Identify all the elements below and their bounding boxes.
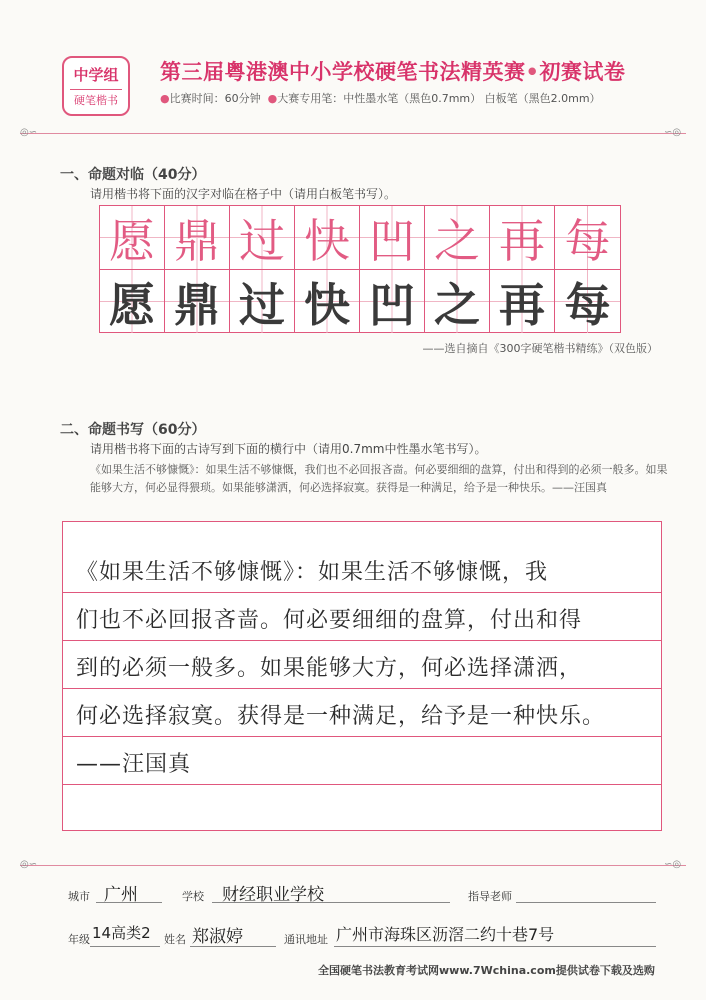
model-cell — [100, 206, 165, 269]
section1-title: 一、命题对临（40分） — [60, 167, 206, 183]
title-separator: • — [525, 60, 540, 84]
bullet-icon: ● — [160, 92, 170, 105]
scroll-ornament-icon: ∽◎ — [664, 859, 682, 870]
writing-line: 何必选择寂寞。获得是一种满足，给予是一种快乐。 — [62, 689, 662, 737]
title-main: 第三届粤港澳中小学校硬笔书法精英赛 — [160, 60, 526, 84]
copy-cell — [490, 270, 555, 333]
copied-char: 鼎 — [174, 277, 220, 332]
name-label: 姓名 — [164, 933, 186, 946]
scroll-ornament-icon: ◎∽ — [20, 127, 38, 138]
model-char: 凹 — [369, 213, 415, 268]
exam-time: 比赛时间：60分钟 — [169, 92, 261, 105]
model-cell — [230, 206, 295, 269]
copy-cell — [165, 270, 230, 333]
model-cell — [165, 206, 230, 269]
model-cell — [425, 206, 490, 269]
copied-char: 之 — [434, 277, 480, 332]
writing-line: 到的必须一般多。如果能够大方，何必选择潇洒， — [62, 641, 662, 689]
page-title — [160, 56, 625, 86]
school-label: 学校 — [182, 890, 204, 903]
model-cell — [555, 206, 620, 269]
poem-text: 《如果生活不够慷慨》：如果生活不够慷慨，我们也不必回报吝啬。何必要细细的盘算，付出和得到的必须一般多。如果能够大方，何必显得猥琐。如果能够潇洒，何必选择寂寞。获得是一种满足，给予是一种快乐。——汪国真 — [90, 463, 668, 494]
model-cell — [295, 206, 360, 269]
model-char: 快 — [304, 213, 350, 268]
school-underline — [212, 902, 450, 903]
name-underline — [190, 946, 276, 947]
city-label: 城市 — [68, 890, 90, 903]
model-cell — [360, 206, 425, 269]
scroll-ornament-icon: ∽◎ — [664, 127, 682, 138]
section2-title: 二、命题书写（60分） — [60, 422, 206, 438]
model-char: 鼎 — [174, 213, 220, 268]
model-cell — [490, 206, 555, 269]
copy-cell — [295, 270, 360, 333]
footer-divider — [20, 865, 686, 866]
badge-group: 中学组 — [73, 65, 119, 84]
address-label: 通讯地址 — [284, 933, 328, 946]
bullet-icon: ● — [267, 92, 278, 105]
model-char: 过 — [239, 213, 285, 268]
model-char: 之 — [434, 213, 480, 268]
model-char: 再 — [499, 213, 545, 268]
writing-line: ——汪国真 — [62, 737, 662, 785]
grade-value[interactable]: 14高类2 — [92, 924, 151, 942]
scroll-ornament-icon: ◎∽ — [20, 859, 38, 870]
writing-line — [62, 785, 662, 833]
copied-char: 过 — [239, 277, 285, 332]
city-underline — [96, 902, 162, 903]
badge-category: 硬笔楷书 — [74, 93, 118, 107]
teacher-underline — [516, 902, 656, 903]
group-badge — [62, 56, 130, 116]
grade-label: 年级 — [68, 933, 90, 946]
model-char: 每 — [564, 213, 611, 268]
copied-char: 凹 — [369, 277, 415, 332]
writing-line: 《如果生活不够慷慨》：如果生活不够慷慨，我 — [62, 545, 662, 593]
writing-line: 们也不必回报吝啬。何必要细细的盘算，付出和得 — [62, 593, 662, 641]
website-note: 全国硬笔书法教育考试网www.7Wchina.com提供试卷下载及选购 — [318, 964, 655, 977]
copy-cell — [100, 270, 165, 333]
copied-char: 快 — [304, 277, 350, 332]
model-char: 愿 — [109, 213, 155, 268]
copied-char: 再 — [499, 277, 545, 332]
address-value[interactable]: 广州市海珠区沥滘二约十巷7号 — [336, 925, 555, 944]
section2-instruction: 请用楷书将下面的古诗写到下面的横行中（请用0.7mm中性墨水笔书写）。 — [90, 442, 487, 456]
section1-instruction: 请用楷书将下面的汉字对临在格子中（请用白板笔书写）。 — [90, 187, 397, 201]
source-citation: ——选自摘自《300字硬笔楷书精练》（双色版） — [422, 342, 658, 355]
copied-char: 每 — [564, 277, 611, 332]
copy-row — [100, 269, 620, 332]
exam-info — [160, 90, 601, 106]
title-sub: 初赛试卷 — [539, 60, 626, 84]
address-underline — [334, 946, 656, 947]
badge-divider — [70, 89, 122, 90]
header-divider — [20, 133, 686, 134]
copy-cell — [555, 270, 620, 333]
copy-grid — [99, 205, 621, 333]
copied-char: 愿 — [109, 277, 155, 332]
grade-underline — [90, 946, 160, 947]
name-value[interactable]: 郑淑婷 — [192, 927, 243, 947]
city-value[interactable]: 广州 — [104, 885, 138, 905]
model-row — [100, 206, 620, 269]
school-value[interactable]: 财经职业学校 — [222, 885, 324, 905]
copy-cell — [425, 270, 490, 333]
teacher-label: 指导老师 — [468, 890, 512, 903]
copy-cell — [230, 270, 295, 333]
exam-pens: 大赛专用笔：中性墨水笔（黑色0.7mm） 白板笔（黑色2.0mm） — [277, 92, 601, 105]
copy-cell — [360, 270, 425, 333]
